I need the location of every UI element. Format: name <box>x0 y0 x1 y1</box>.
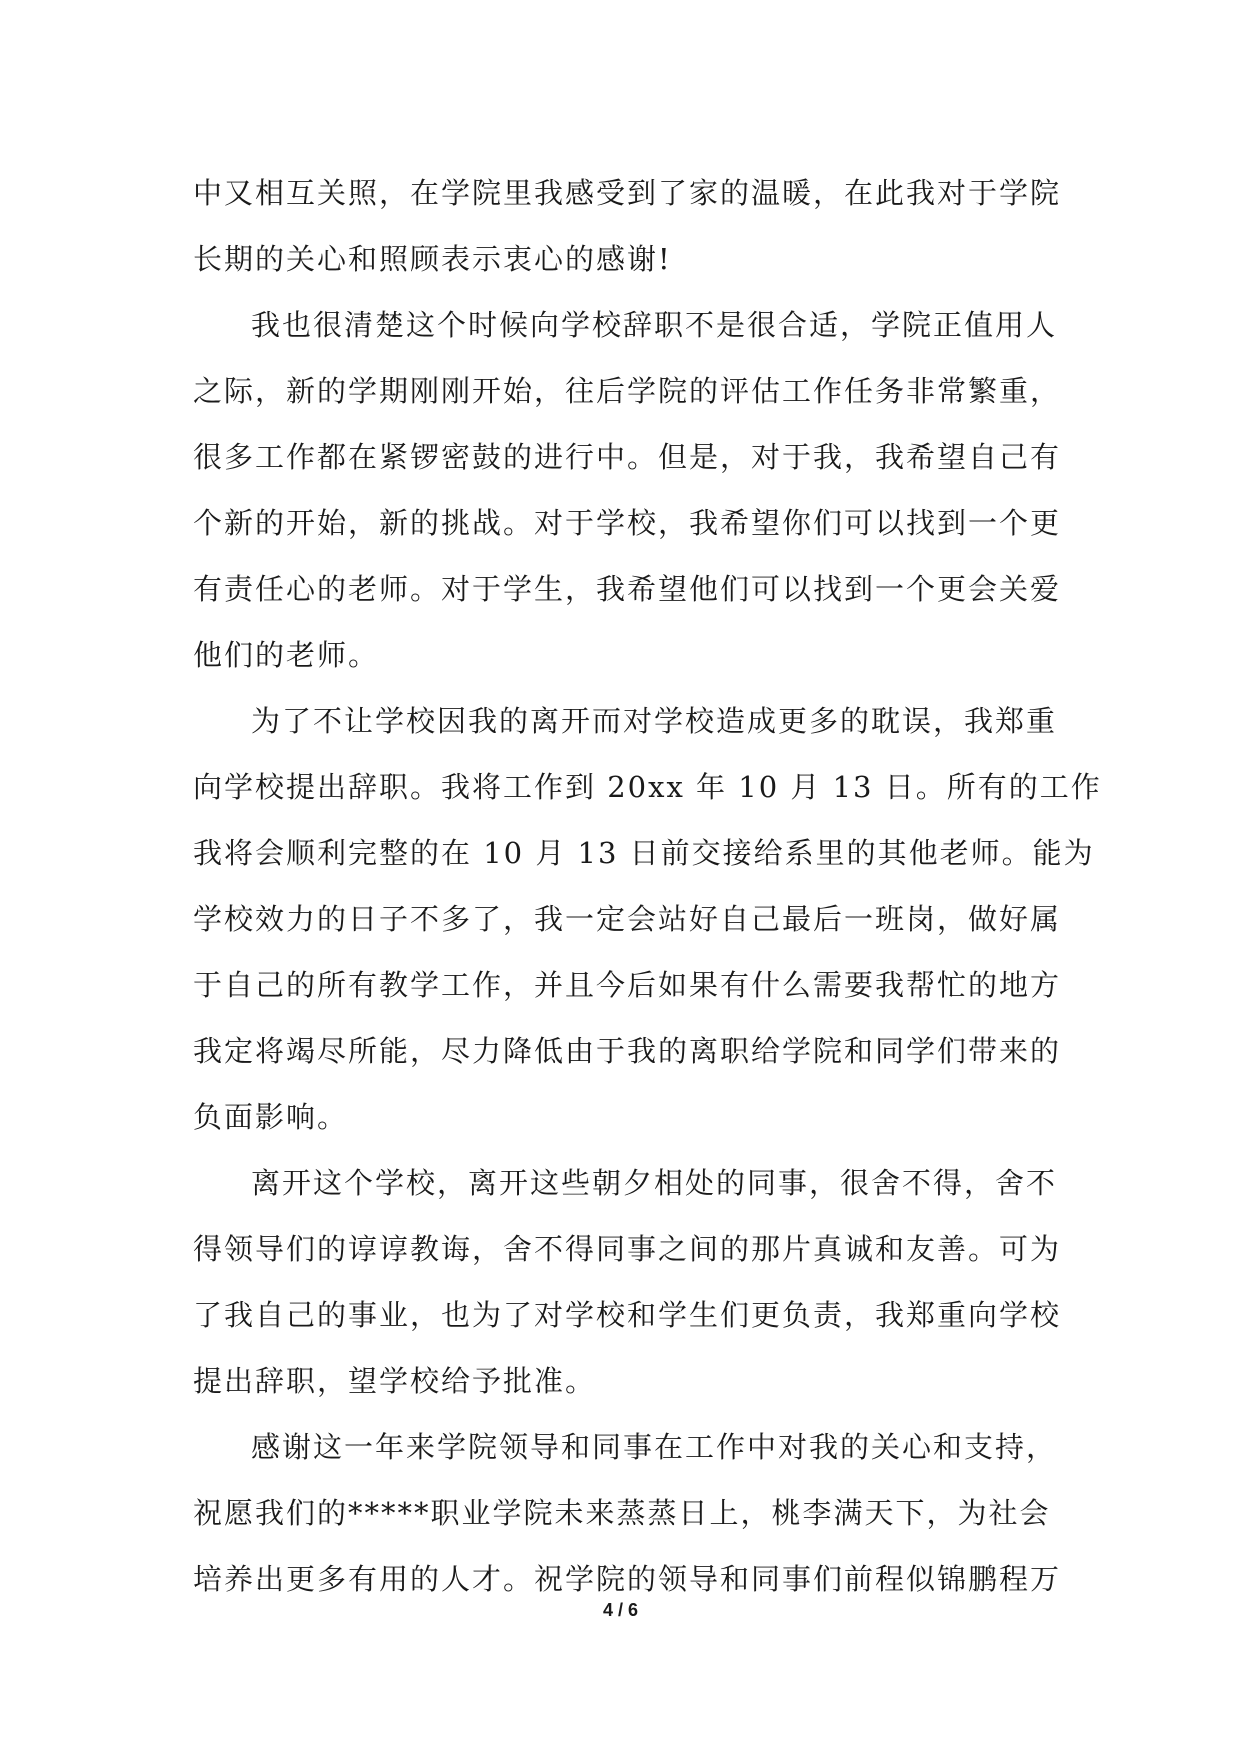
text-line: 得领导们的谆谆教诲，舍不得同事之间的那片真诚和友善。可为 <box>193 1232 1062 1266</box>
page-number: 4 / 6 <box>602 1600 639 1620</box>
text-line: 感谢这一年来学院领导和同事在工作中对我的关心和支持， <box>251 1430 1058 1464</box>
text-line: 提出辞职，望学校给予批准。 <box>193 1364 597 1398</box>
text-line: 之际，新的学期刚刚开始，往后学院的评估工作任务非常繁重， <box>193 374 1062 408</box>
text-line: 有责任心的老师。对于学生，我希望他们可以找到一个更会关爱 <box>193 572 1062 606</box>
text-line: 负面影响。 <box>193 1100 349 1134</box>
text-line: 个新的开始，新的挑战。对于学校，我希望你们可以找到一个更 <box>193 506 1062 540</box>
text-line: 祝愿我们的*****职业学院未来蒸蒸日上，桃李满天下，为社会 <box>193 1496 1051 1530</box>
text-line: 离开这个学校，离开这些朝夕相处的同事，很舍不得，舍不 <box>251 1166 1058 1200</box>
text-line: 学校效力的日子不多了，我一定会站好自己最后一班岗，做好属 <box>193 902 1062 936</box>
text-line: 他们的老师。 <box>193 638 380 672</box>
text-line: 我也很清楚这个时候向学校辞职不是很合适，学院正值用人 <box>251 308 1058 342</box>
document-body <box>193 160 1102 1612</box>
text-line: 中又相互关照，在学院里我感受到了家的温暖，在此我对于学院 <box>193 176 1062 210</box>
text-line: 为了不让学校因我的离开而对学校造成更多的耽误，我郑重 <box>251 704 1058 738</box>
text-line: 培养出更多有用的人才。祝学院的领导和同事们前程似锦鹏程万 <box>193 1562 1062 1596</box>
text-line: 我定将竭尽所能，尽力降低由于我的离职给学院和同学们带来的 <box>193 1034 1062 1068</box>
text-line: 于自己的所有教学工作，并且今后如果有什么需要我帮忙的地方 <box>193 968 1062 1002</box>
text-line: 向学校提出辞职。我将工作到 20xx 年 10 月 13 日。所有的工作 <box>193 770 1102 804</box>
text-line: 长期的关心和照顾表示衷心的感谢! <box>193 242 672 276</box>
text-line: 我将会顺利完整的在 10 月 13 日前交接给系里的其他老师。能为 <box>193 836 1095 870</box>
text-line: 了我自己的事业，也为了对学校和学生们更负责，我郑重向学校 <box>193 1298 1062 1332</box>
text-line: 很多工作都在紧锣密鼓的进行中。但是，对于我，我希望自己有 <box>193 440 1062 474</box>
